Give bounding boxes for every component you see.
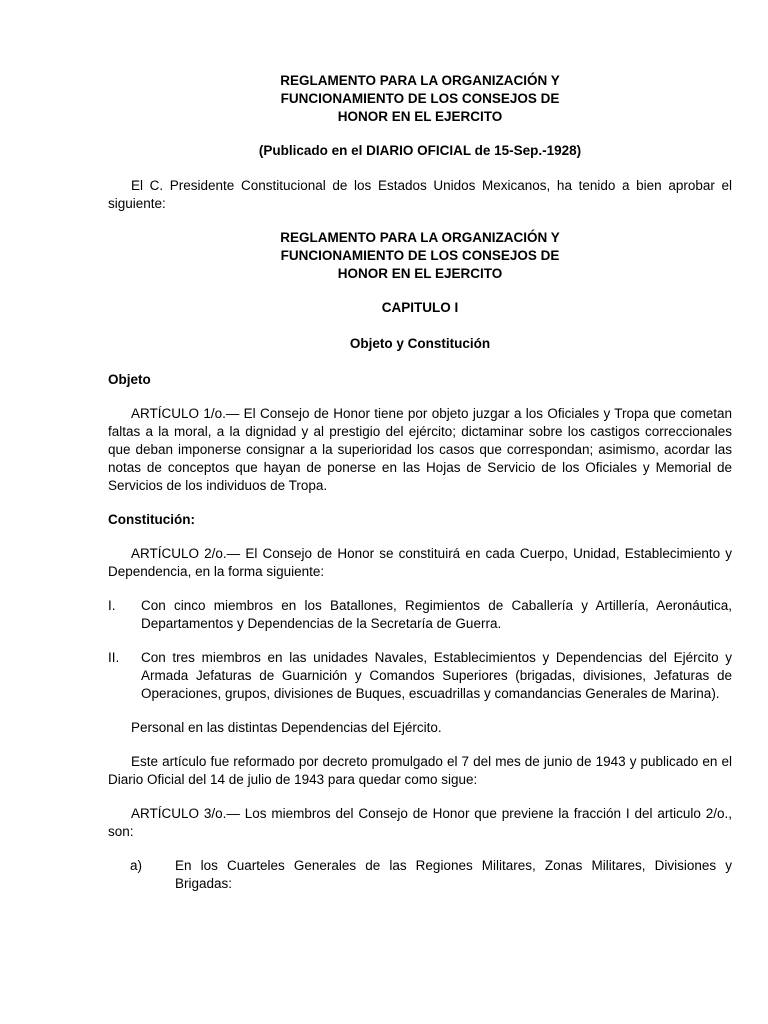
title-line: HONOR EN EL EJERCITO: [337, 109, 503, 124]
chapter-subtitle: Objeto y Constitución: [349, 336, 491, 351]
list-marker: II.: [108, 650, 120, 665]
article-3: ARTÍCULO 3/o.— Los miembros del Consejo de Honor que previene la fracción I del articulo 2/o., son:: [108, 806, 732, 839]
section-heading-objeto: Objeto: [108, 372, 151, 387]
article-1: ARTÍCULO 1/o.— El Consejo de Honor tiene por objeto juzgar a los Oficiales y Tropa que cometan faltas a la moral, a la dignidad y al prestigio del ejército; dictaminar sobre los castigos correccionales que deban imponerse consignar a la superioridad los casos que correspondan; asimismo, acordar las notas de conceptos que hayan de ponerse en las Hojas de Servicio de los Oficiales y Memorial de Servicios de los individuos de Tropa.: [108, 406, 732, 493]
title-line: HONOR EN EL EJERCITO: [337, 266, 503, 281]
sub-list-item: [108, 857, 732, 893]
publication-note: (Publicado en el DIARIO OFICIAL de 15-Sep.-1928): [258, 143, 582, 158]
list-item: [108, 597, 732, 633]
document-title: [108, 72, 732, 126]
title-line: REGLAMENTO PARA LA ORGANIZACIÓN Y: [280, 73, 560, 88]
list-text: Con tres miembros en las unidades Navales, Establecimientos y Dependencias del Ejército y Armada Jefaturas de Guarnición y Comandos Superiores (brigadas, divisiones, Jefaturas de Operaciones, grupos, divisiones de Buques, escuadrillas y comandancias Generales de Marina).: [141, 650, 732, 701]
title-line: REGLAMENTO PARA LA ORGANIZACIÓN Y: [280, 230, 560, 245]
personal-paragraph: Personal en las distintas Dependencias del Ejército.: [131, 720, 442, 735]
list-marker: a): [130, 858, 143, 873]
regulation-title: [108, 229, 732, 283]
list-text: Con cinco miembros en los Batallones, Regimientos de Caballería y Artillería, Aeronáutica, Departamentos y Dependencias de la Secretaría de Guerra.: [141, 598, 732, 631]
list-item: [108, 649, 732, 703]
list-marker: I.: [108, 598, 116, 613]
title-line: FUNCIONAMIENTO DE LOS CONSEJOS DE: [280, 91, 560, 106]
title-line: FUNCIONAMIENTO DE LOS CONSEJOS DE: [280, 248, 560, 263]
section-heading-constitucion: Constitución:: [108, 512, 195, 527]
chapter-heading: CAPITULO I: [381, 300, 459, 315]
list-text: En los Cuarteles Generales de las Regiones Militares, Zonas Militares, Divisiones y Brigadas:: [175, 858, 732, 891]
article-2: ARTÍCULO 2/o.— El Consejo de Honor se constituirá en cada Cuerpo, Unidad, Establecimiento y Dependencia, en la forma siguiente:: [108, 546, 732, 579]
reform-note: Este artículo fue reformado por decreto promulgado el 7 del mes de junio de 1943 y publicado en el Diario Oficial del 14 de julio de 1943 para quedar como sigue:: [108, 754, 732, 787]
intro-paragraph: El C. Presidente Constitucional de los Estados Unidos Mexicanos, ha tenido a bien aprobar el siguiente:: [108, 178, 732, 211]
